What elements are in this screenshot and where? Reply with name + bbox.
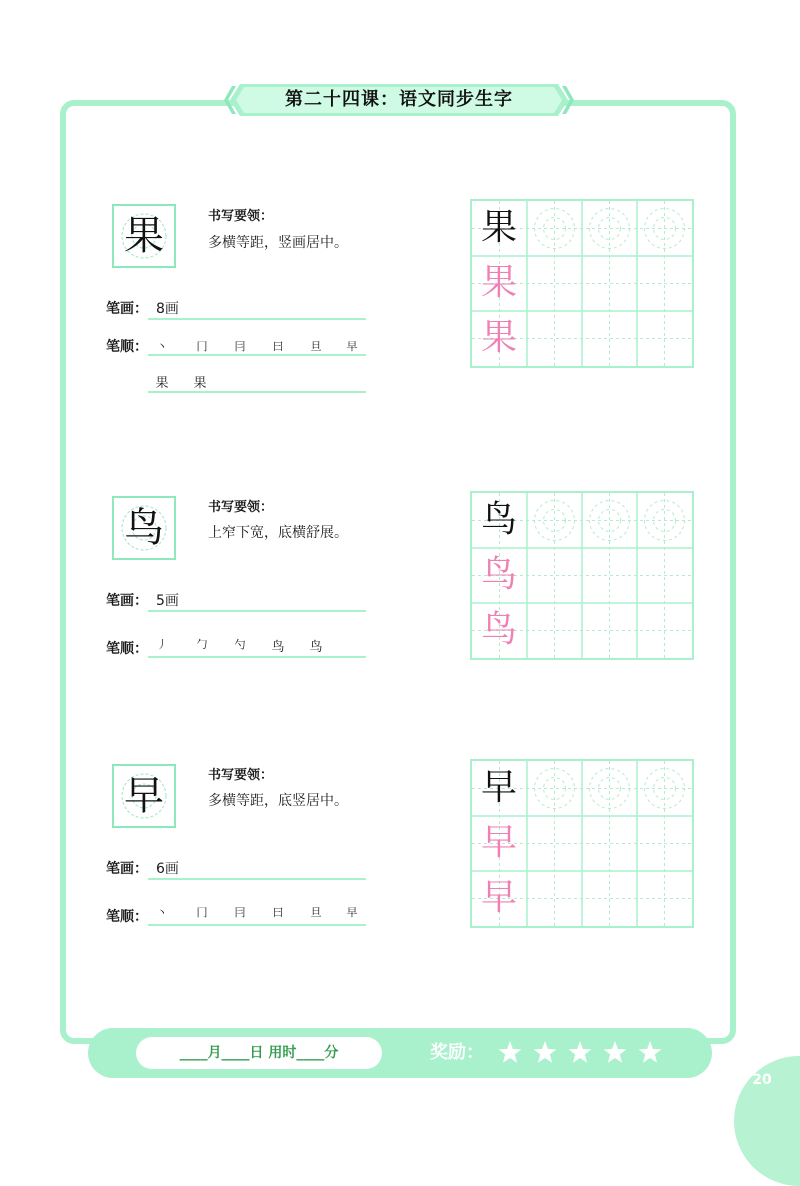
grid-char-model: 鸟 xyxy=(480,499,517,540)
stroke-step: 旦 xyxy=(310,340,322,353)
practice-grid xyxy=(470,199,694,368)
stroke-step: 鸟 xyxy=(309,640,323,655)
grid-char-trace: 早 xyxy=(480,877,517,918)
reward-label: 奖励： xyxy=(430,1042,484,1063)
sample-char-box xyxy=(112,764,176,828)
grid-char-trace: 果 xyxy=(480,317,517,358)
practice-grid xyxy=(470,491,694,660)
underline xyxy=(148,878,366,880)
sample-char-box xyxy=(112,496,176,560)
tip-title: 书写要领： xyxy=(208,209,274,224)
stroke-step: 旦 xyxy=(310,906,322,919)
grid-char-trace: 早 xyxy=(480,822,517,863)
stroke-step: 丿 xyxy=(156,638,168,651)
stroke-step: 曰 xyxy=(272,906,284,919)
sample-char: 早 xyxy=(124,773,164,819)
order-label: 笔顺： xyxy=(106,641,148,657)
stroke-step: 冂 xyxy=(196,906,208,919)
stroke-step: 勺 xyxy=(234,638,246,651)
practice-grid xyxy=(470,759,694,928)
sample-char-box xyxy=(112,204,176,268)
grid-char-model: 早 xyxy=(480,767,517,808)
stroke-step: 早 xyxy=(346,906,358,919)
underline xyxy=(148,610,366,612)
stroke-step: 丶 xyxy=(156,340,168,353)
grid-char-trace: 鸟 xyxy=(480,609,517,650)
strokes-count: 6画 xyxy=(156,861,179,877)
grid-char-trace: 果 xyxy=(480,262,517,303)
star-icon xyxy=(602,1040,628,1066)
stroke-step: 果 xyxy=(193,376,207,391)
underline xyxy=(148,924,366,926)
order-label: 笔顺： xyxy=(106,909,148,925)
underline xyxy=(148,656,366,658)
star-icon xyxy=(497,1040,523,1066)
date-time-fill-in: ____月____日 用时____分 xyxy=(179,1045,339,1061)
star-icon xyxy=(637,1040,663,1066)
stroke-step: 曰 xyxy=(272,340,284,353)
page-title: 第二十四课：语文同步生字 xyxy=(285,89,513,110)
stroke-step: 冂 xyxy=(196,340,208,353)
stroke-step: 勹 xyxy=(196,638,208,651)
strokes-count: 8画 xyxy=(156,301,179,317)
strokes-label: 笔画： xyxy=(106,861,148,877)
underline xyxy=(148,354,366,356)
star-icon xyxy=(567,1040,593,1066)
tip-body: 多横等距，竖画居中。 xyxy=(208,235,348,251)
grid-char-model: 果 xyxy=(480,207,517,248)
strokes-label: 笔画： xyxy=(106,593,148,609)
stroke-step: 冃 xyxy=(234,340,246,353)
sample-char: 鸟 xyxy=(124,505,164,551)
order-label: 笔顺： xyxy=(106,339,148,355)
underline xyxy=(148,391,366,393)
tip-body: 上窄下宽，底横舒展。 xyxy=(208,525,348,541)
strokes-count: 5画 xyxy=(156,593,179,609)
star-icon xyxy=(532,1040,558,1066)
tip-body: 多横等距，底竖居中。 xyxy=(208,793,348,809)
stroke-step: 冃 xyxy=(234,906,246,919)
strokes-label: 笔画： xyxy=(106,301,148,317)
tip-title: 书写要领： xyxy=(208,500,274,515)
stroke-step: 果 xyxy=(155,376,169,391)
sample-char: 果 xyxy=(124,213,164,259)
stroke-step: 早 xyxy=(346,340,358,353)
grid-char-trace: 鸟 xyxy=(480,554,517,595)
stroke-step: 丶 xyxy=(156,906,168,919)
underline xyxy=(148,318,366,320)
stroke-step: 鸟 xyxy=(271,640,285,655)
tip-title: 书写要领： xyxy=(208,768,274,783)
page-number: 20 xyxy=(752,1072,772,1088)
